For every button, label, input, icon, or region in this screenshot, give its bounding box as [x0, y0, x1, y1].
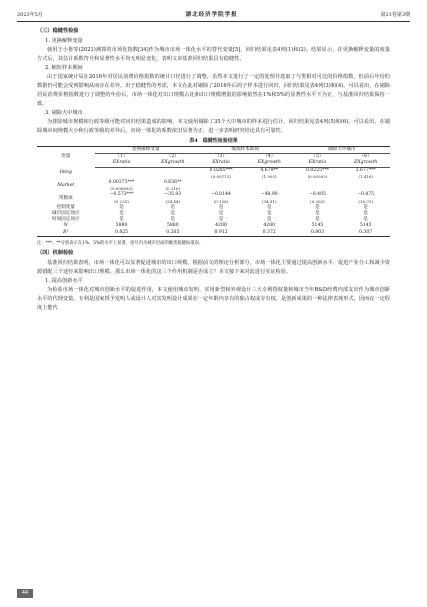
page-content	[37, 27, 390, 313]
table-cell	[95, 192, 149, 204]
cell-value: 0.265	[166, 229, 180, 235]
standard-error: (0.235)	[114, 198, 129, 204]
table-cell	[294, 192, 342, 204]
cell-value: 是	[266, 204, 272, 210]
cell-value: 3.677***	[355, 167, 376, 173]
cell-value: −0.875	[357, 192, 375, 198]
row-label: N	[63, 223, 68, 229]
cell-value: 0.372	[262, 229, 276, 235]
table-cell	[245, 180, 294, 192]
table-cell	[197, 230, 245, 237]
row-label: 时间固定效应	[51, 217, 80, 223]
table-cell	[245, 230, 294, 237]
cell-value: 5880	[115, 223, 128, 229]
cell-value: 是	[119, 211, 124, 217]
cell-value: −0.573***	[109, 192, 134, 198]
cell-value: 是	[363, 204, 368, 210]
cell-value: 是	[170, 211, 176, 217]
table-row	[37, 230, 390, 237]
cell-value: 是	[170, 217, 176, 223]
cell-value: 是	[266, 211, 272, 217]
standard-error: (1.903)	[261, 173, 277, 179]
group-header: 缩短样本期间	[197, 147, 293, 154]
robustness-heading: （三）稳健性检验	[37, 28, 79, 34]
table-cell	[197, 167, 245, 180]
cell-value: 是	[315, 204, 320, 210]
sub3-paragraph: 为排除城市规模和行政等级可能对回归结果造成的影响，本文使用剔除了35个大中城市的样本进行估计，回归结果见表4列(5)和(6)。可以看出，在剔除城市间规模大小和行政等级的差异后，市场一体化的系数依旧显著为正，进一步表明研究结论具有可靠性。	[37, 119, 390, 134]
dependent-variable: EXgrowth	[245, 160, 294, 167]
table-cell	[149, 230, 198, 237]
table-row	[37, 180, 390, 192]
standard-error: (0.158)	[213, 198, 229, 204]
row-label: 常数项	[58, 195, 73, 201]
cell-value: 是	[218, 217, 224, 223]
table-cell	[341, 192, 390, 204]
cell-value: 是	[218, 204, 224, 210]
results-table	[37, 146, 390, 237]
sub2-paragraph: 由于国家统计局在2016年对居民消费价格指数的统计口径进行了调整，虽然本文进行了一定的处理并选取了与类相对可比的价格指数，但前后年份的数据仍可能会受到影响从而存在差异。出于稳健性的考虑，本文在此对剔除了2016年后的子样本进行回归，回归结果见表4列(3)和(4)。可以看出，在剔除居民消费价格指数进行了调整的年份后，市场一体化对出口规模占比和出口规模增量的影响依然在1%和5%的显著性水平下为正，与基准回归结果保持一致。	[37, 74, 390, 107]
table-cell	[149, 180, 198, 192]
cell-value: −0.405	[308, 192, 326, 198]
cell-value: 是	[315, 217, 320, 223]
standard-error: (34.44)	[165, 198, 181, 204]
sub1-paragraph: 使用王小鲁等(2021)测算的市场化指数[34]作为城市市场一体化水平的替代变量[5]，回归结果见表4列(1)和(2)。结果显示，在更换解释变量的度量方式后，其估计系数符号和显著性水平均无明显变化，表明文章基准回归结果具有稳健性。	[37, 47, 390, 62]
sub3-heading: 3. 剔除大中城市	[45, 110, 83, 116]
cell-value: 0.307	[359, 229, 373, 235]
column-number: （4）	[263, 154, 276, 160]
table-cell	[294, 180, 342, 192]
column-number: （6）	[359, 154, 372, 160]
cell-value: 是	[170, 204, 176, 210]
cell-value: 是	[119, 204, 124, 210]
table-cell	[341, 167, 390, 180]
cell-value: −35.93	[164, 192, 182, 198]
row-label: 控制变量	[56, 204, 75, 210]
table-cell	[341, 230, 390, 237]
cell-value: 0.0225***	[305, 167, 329, 173]
sub2-heading: 2. 缩短样本期间	[45, 65, 83, 71]
table-cell	[245, 167, 294, 180]
cell-value: 是	[119, 217, 124, 223]
column-number: （1）	[115, 154, 128, 160]
cell-value: 4.679**	[260, 167, 279, 173]
table-cell	[95, 167, 149, 180]
cell-value: −48.90	[260, 192, 278, 198]
table-note: 注：***、**分别表示在1%、5%的水平上显著，括号内为城市层面的聚类稳健标准误。	[37, 240, 204, 246]
sub1-heading: 1. 更换解释变量	[45, 38, 83, 44]
cell-value: 是	[218, 211, 224, 217]
cell-value: 5145	[359, 223, 372, 229]
table-row	[37, 167, 390, 180]
mechanism-sub1-paragraph: 为检验市场一体化对城市创新水平的促进作用，本文使用城市发明、实用新型和外观设计三大专利授权量和城市当年R&D经费内部支出作为城市创新水平的代理变量。专利是国家授予发明人或设计人对其发明设计成果在一定年限内享有的独占权或专有权，是创新成果的一种法律表现形式，因而在一定程度上能代	[37, 286, 390, 311]
page-number: 44	[17, 589, 33, 598]
dependent-variable: EXgrowth	[341, 160, 390, 167]
group-header: 剔除大中城市	[294, 147, 391, 154]
mechanism-intro: 基准回归结果表明，市场一体化可以显著促进城市的出口规模。根据前文的理论分析部分，市场一体化主要通过提高创新水平、促进产业分工和减少资源错配三个途径来影响出口规模。那么市场一体化的这三个作用机制是否成立？本文接下来对此进行实证检验。	[37, 259, 390, 275]
standard-error: (18.75)	[358, 198, 373, 204]
mechanism-heading: （四）机制检验	[37, 249, 74, 256]
row-label: 城市固定效应	[51, 211, 80, 217]
cell-value: −0.0144	[211, 192, 231, 198]
header-date: 2023年5月	[17, 11, 43, 18]
cell-value: 4200	[263, 223, 276, 229]
cell-value: 0.803	[310, 229, 325, 235]
cell-value: 是	[315, 211, 320, 217]
standard-error: (0.263)	[310, 198, 325, 204]
cell-value: 0.825	[114, 229, 129, 235]
table-cell	[197, 180, 245, 192]
column-number: （2）	[166, 154, 179, 160]
dependent-variable: EXratio	[294, 160, 342, 167]
table-cell	[245, 192, 294, 204]
cell-value: 5145	[311, 223, 324, 229]
table-cell	[341, 180, 390, 192]
standard-error: (0.00503)	[307, 173, 328, 179]
running-header	[17, 8, 410, 20]
table-cell	[149, 192, 198, 204]
row-label: Integ	[59, 170, 72, 176]
column-number: （3）	[214, 154, 228, 160]
row-label: R²	[37, 230, 95, 237]
table-cell	[95, 180, 149, 192]
standard-error: (1.416)	[358, 173, 373, 179]
cell-value: 0.912	[214, 229, 228, 235]
group-header: 变换解释变量	[95, 147, 198, 154]
table-cell	[95, 230, 149, 237]
cell-value: 0.00373***	[108, 180, 135, 186]
table-cell	[197, 192, 245, 204]
cell-value: 是	[266, 217, 272, 223]
table-row	[37, 192, 390, 204]
table-cell	[294, 230, 342, 237]
table-caption: 表4 稳健性检验结果	[189, 138, 238, 144]
dependent-variable: EXratio	[95, 160, 149, 167]
standard-error: (0.000683)	[110, 186, 133, 192]
table-cell	[294, 167, 342, 180]
standard-error: (0.00713)	[211, 173, 231, 179]
standard-error: (0.316)	[165, 186, 181, 192]
cell-value: 是	[363, 211, 368, 217]
mechanism-sub1-heading: 1. 提高创新水平	[45, 277, 83, 284]
dependent-variable: EXgrowth	[149, 160, 198, 167]
cell-value: 5880	[166, 223, 179, 229]
table-cell	[149, 167, 198, 180]
journal-title: 湖北经济学院学报	[185, 12, 238, 18]
cell-value: 4200	[215, 223, 227, 229]
var-header: 变量	[37, 147, 95, 168]
dependent-variable: EXratio	[197, 160, 245, 167]
standard-error: (34.81)	[261, 198, 277, 204]
header-volume: 第21卷第3期	[380, 11, 410, 18]
cell-value: 是	[363, 217, 368, 223]
cell-value: 0.0285***	[209, 167, 233, 173]
column-number: （5）	[311, 154, 324, 160]
cell-value: 0.636**	[163, 180, 182, 186]
row-label: Market	[57, 183, 75, 189]
header-rule	[17, 21, 410, 22]
